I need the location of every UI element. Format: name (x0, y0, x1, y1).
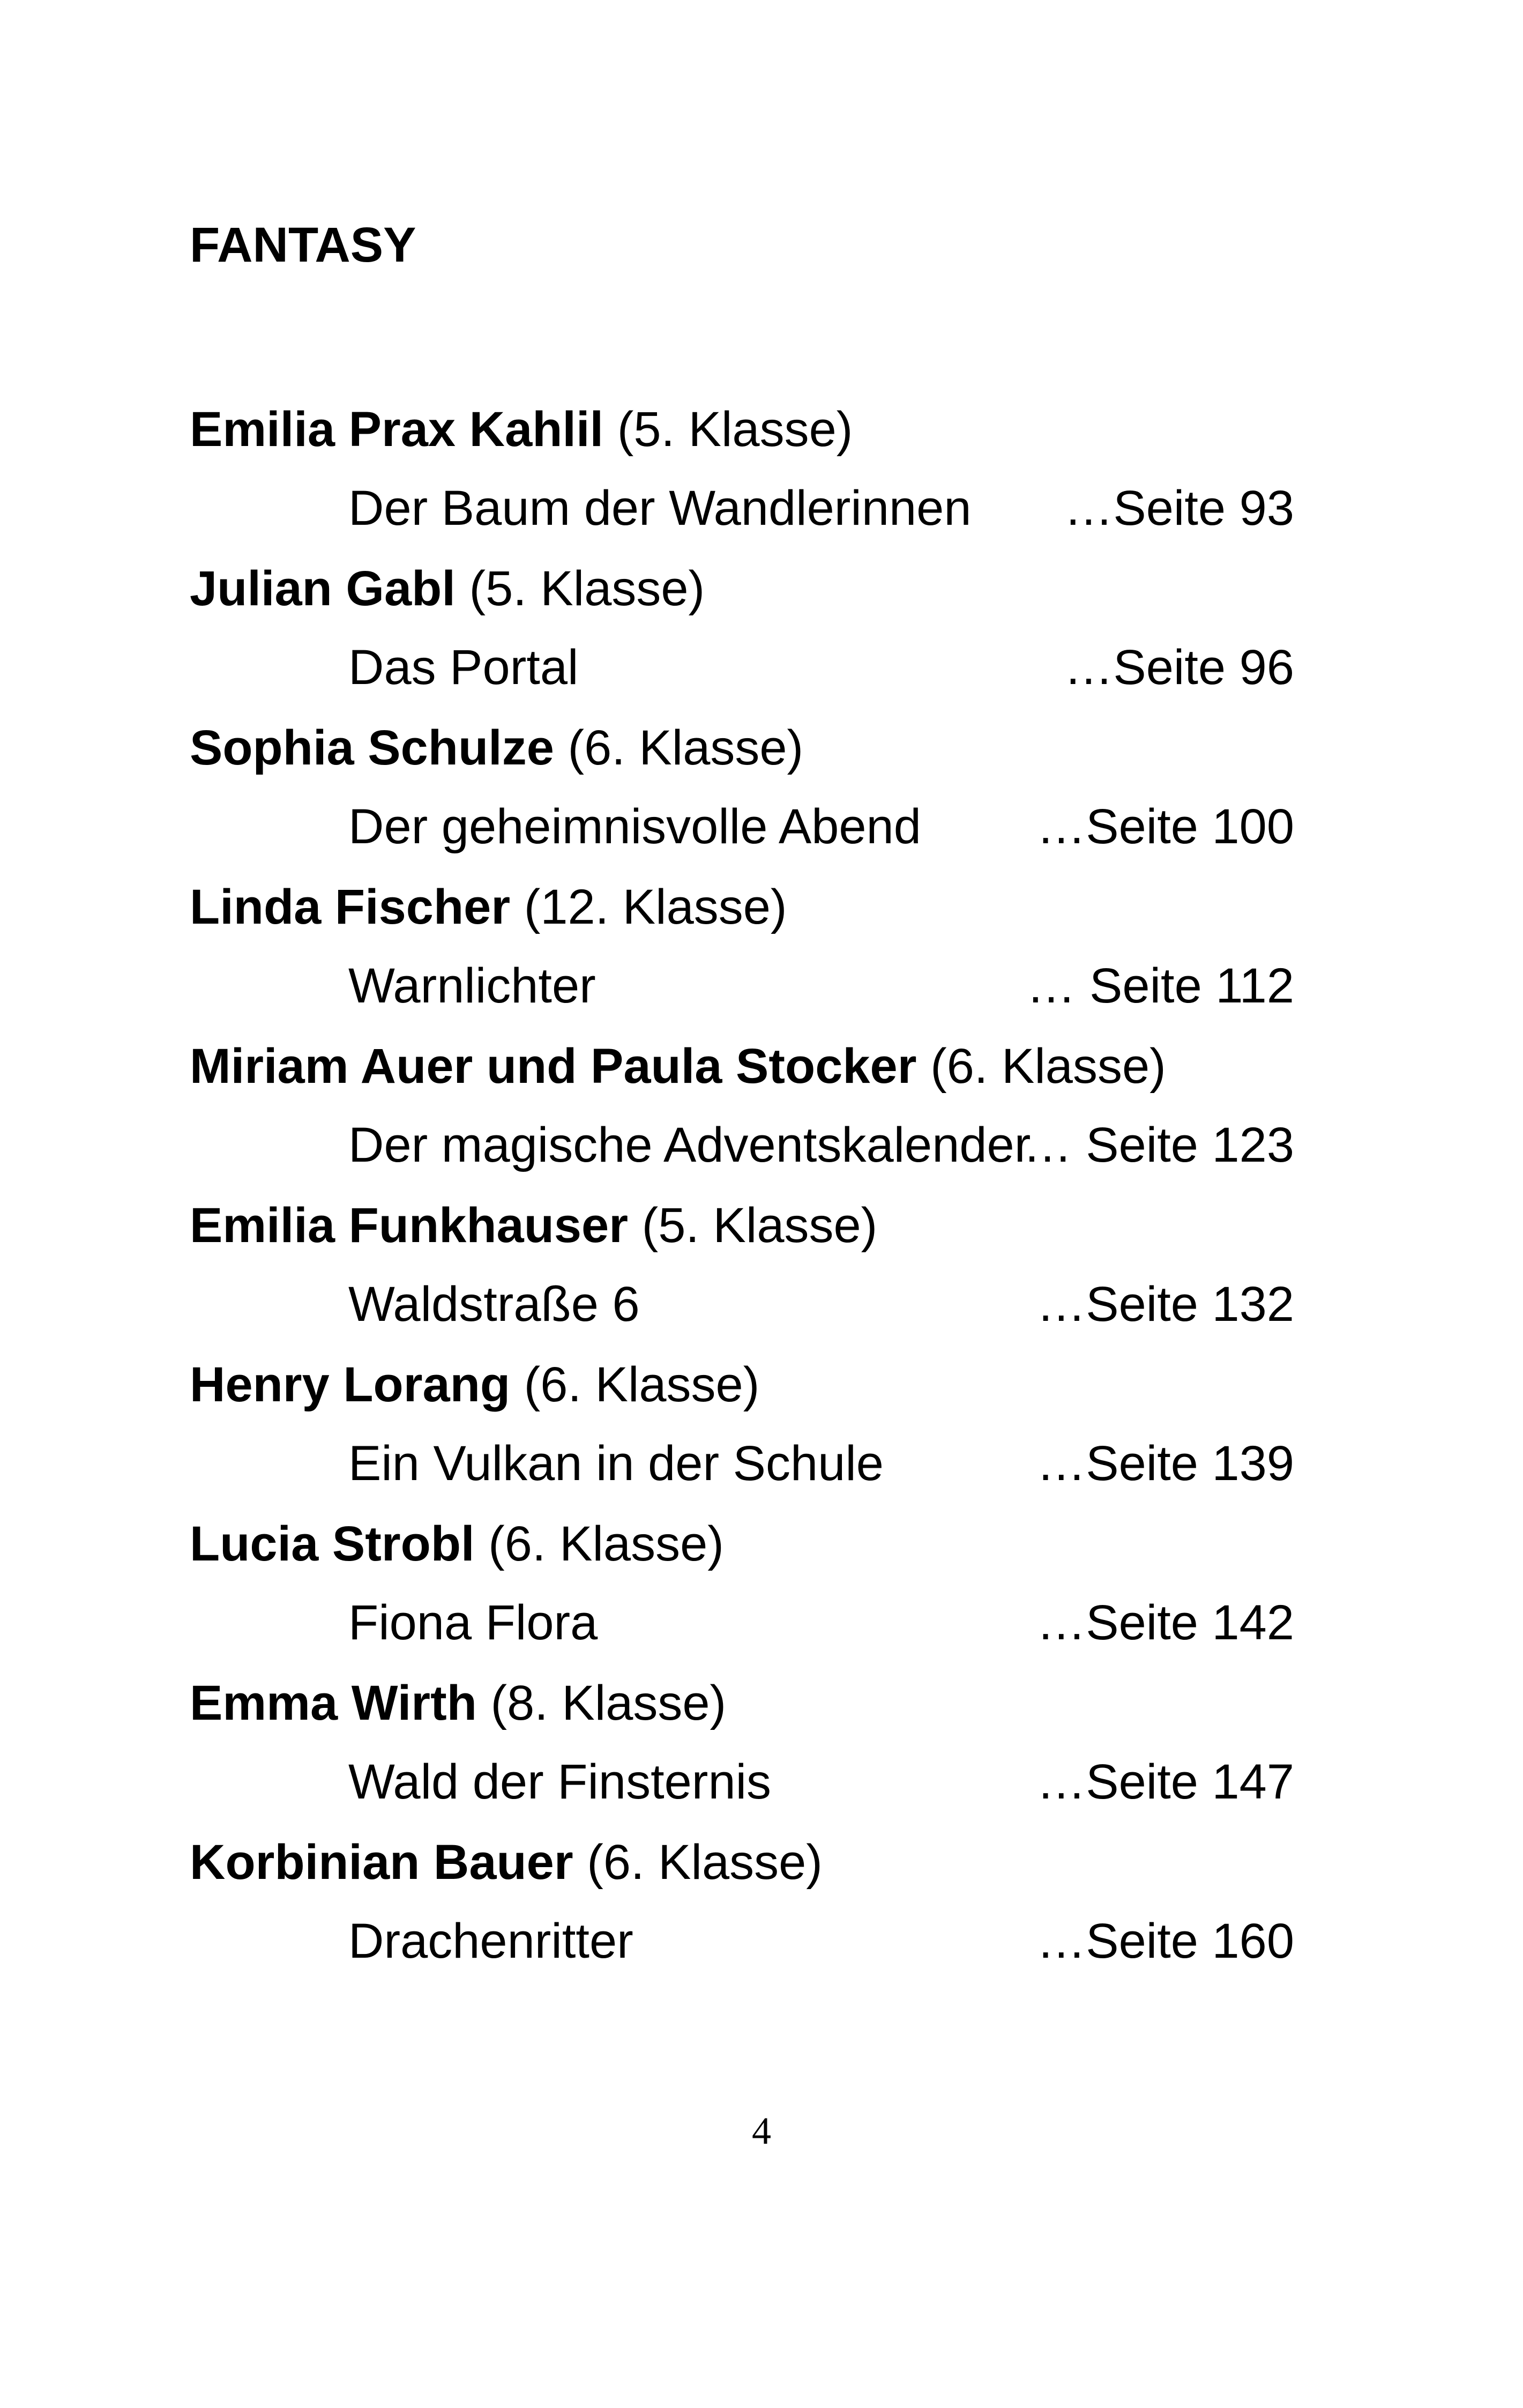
author-name: Emilia Prax Kahlil (190, 402, 604, 457)
entry-author-line (190, 559, 705, 618)
page-number: 4 (752, 2109, 771, 2152)
author-name: Sophia Schulze (190, 720, 554, 775)
work-title: Der magische Adventskalender (348, 1118, 1031, 1172)
grade-label: (5. Klasse) (469, 561, 705, 616)
entry-author-line (190, 1514, 724, 1573)
work-title: Wald der Finsternis (348, 1755, 772, 1809)
work-title: Das Portal (348, 640, 579, 695)
entry-author-line (190, 718, 803, 777)
page-reference: …Seite 139 (1036, 1436, 1294, 1491)
entry-author-line (190, 1833, 823, 1892)
work-title: Drachenritter (348, 1914, 633, 1968)
entry-author-line (190, 1674, 726, 1733)
grade-label: (6. Klasse) (524, 1357, 760, 1412)
grade-label: (6. Klasse) (930, 1039, 1166, 1094)
page-reference: … Seite 123 (1022, 1118, 1294, 1172)
work-title: Der Baum der Wandlerinnen (348, 481, 972, 536)
author-name: Emma Wirth (190, 1676, 477, 1730)
entry-author-line (190, 1196, 877, 1255)
page-reference: …Seite 132 (1036, 1277, 1294, 1332)
author-name: Lucia Strobl (190, 1517, 475, 1571)
entry-author-line (190, 1037, 1166, 1096)
entry-author-line (190, 878, 787, 937)
entry-author-line (190, 1355, 759, 1414)
grade-label: (12. Klasse) (524, 880, 787, 934)
grade-label: (6. Klasse) (568, 720, 804, 775)
work-title: Der geheimnisvolle Abend (348, 799, 921, 854)
section-title: FANTASY (190, 218, 416, 272)
author-name: Korbinian Bauer (190, 1835, 573, 1890)
work-title: Ein Vulkan in der Schule (348, 1436, 884, 1491)
work-title: Warnlichter (348, 958, 596, 1013)
page-reference: … Seite 112 (1026, 958, 1294, 1013)
entry-author-line (190, 400, 853, 459)
work-title: Fiona Flora (348, 1595, 598, 1650)
grade-label: (6. Klasse) (587, 1835, 823, 1890)
page-reference: …Seite 142 (1036, 1595, 1294, 1650)
author-name: Emilia Funkhauser (190, 1198, 629, 1253)
author-name: Julian Gabl (190, 561, 456, 616)
work-title: Waldstraße 6 (348, 1277, 640, 1332)
page-reference: …Seite 100 (1036, 799, 1294, 854)
page-reference: …Seite 160 (1036, 1914, 1294, 1968)
page-reference: …Seite 93 (1064, 481, 1294, 536)
author-name: Linda Fischer (190, 880, 511, 934)
author-name: Miriam Auer und Paula Stocker (190, 1039, 917, 1094)
grade-label: (5. Klasse) (617, 402, 853, 457)
grade-label: (5. Klasse) (641, 1198, 878, 1253)
grade-label: (6. Klasse) (488, 1517, 724, 1571)
page-reference: …Seite 147 (1036, 1755, 1294, 1809)
author-name: Henry Lorang (190, 1357, 511, 1412)
grade-label: (8. Klasse) (490, 1676, 727, 1730)
page-reference: …Seite 96 (1064, 640, 1294, 695)
